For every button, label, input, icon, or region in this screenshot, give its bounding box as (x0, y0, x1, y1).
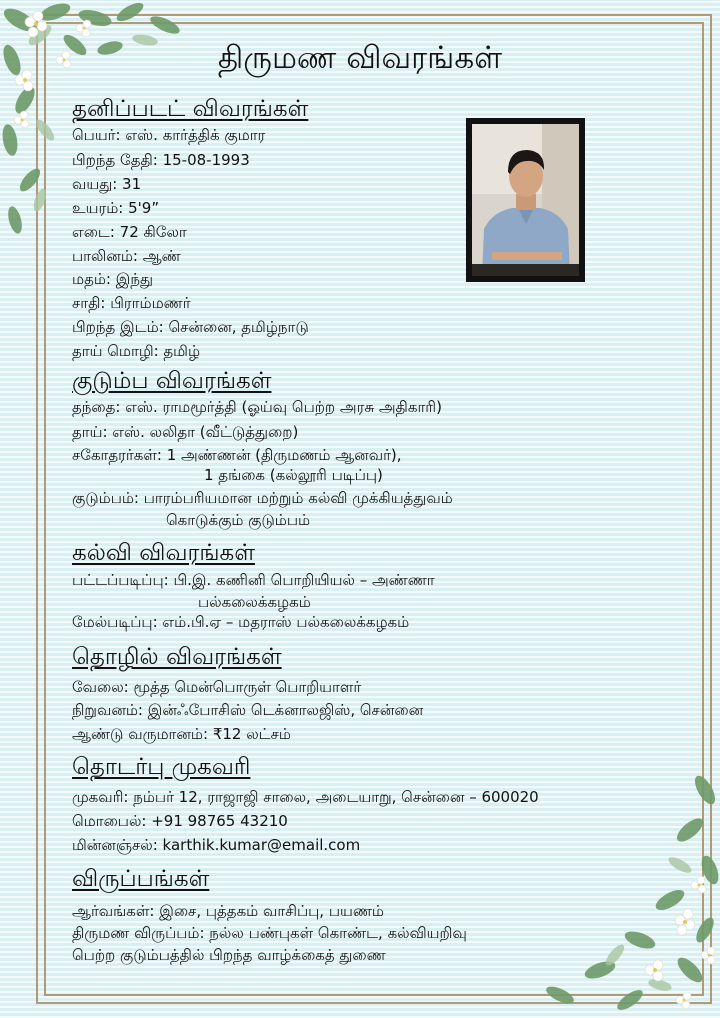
postgrad-line: மேல்படிப்பு: எம்.பி.ஏ – மதராஸ் பல்கலைக்கழகம் (72, 613, 410, 631)
name-line: பெயர்: எஸ். கார்த்திக் குமார (72, 126, 266, 144)
profile-photo (466, 118, 585, 282)
birthplace-line: பிறந்த இடம்: சென்னை, தமிழ்நாடு (72, 318, 309, 336)
interests-section-heading: விருப்பங்கள் (72, 866, 210, 892)
preference-line: திருமண விருப்பம்: நல்ல பண்புகள் கொண்ட, கல்வியறிவு (72, 924, 467, 942)
email-line: மின்னஞ்சல்: karthik.kumar@email.com (72, 836, 361, 854)
income-line: ஆண்டு வருமானம்: ₹12 லட்சம் (72, 725, 291, 743)
height-line: உயரம்: 5'9” (72, 199, 160, 217)
hobbies-line: ஆர்வங்கள்: இசை, புத்தகம் வாசிப்பு, பயணம் (72, 902, 384, 920)
portrait-image (472, 124, 579, 276)
company-line: நிறுவனம்: இன்ஃபோசிஸ் டெக்னாலஜிஸ், சென்னை (72, 701, 424, 719)
preference-line-continued: பெற்ற குடும்பத்தில் பிறந்த வாழ்க்கைத் துணை (72, 946, 386, 964)
mobile-line: மொபைல்: +91 98765 43210 (72, 812, 288, 830)
personal-section-heading: தனிப்படட் விவரங்கள் (72, 96, 309, 122)
page-title: திருமண விவரங்கள் (217, 40, 503, 76)
family-type-line: குடும்பம்: பாரம்பரியமான மற்றும் கல்வி முக்கியத்துவம் (72, 489, 453, 507)
family-section-heading: குடும்ப விவரங்கள் (72, 368, 272, 394)
siblings-line: சகோதரர்கள்: 1 அண்ணன் (திருமணம் ஆனவர்), (72, 446, 402, 464)
career-section-heading: தொழில் விவரங்கள் (72, 644, 282, 670)
age-line: வயது: 31 (72, 175, 142, 193)
dob-line: பிறந்த தேதி: 15-08-1993 (72, 151, 250, 169)
caste-line: சாதி: பிராம்மணர் (72, 294, 191, 312)
address-line: முகவரி: நம்பர் 12, ராஜாஜி சாலை, அடையாறு, சென்னை – 600020 (72, 788, 539, 806)
job-line: வேலை: மூத்த மென்பொருள் பொறியாளர் (72, 678, 362, 696)
contact-section-heading: தொடர்பு முகவரி (72, 754, 251, 780)
degree-line: பட்டப்படிப்பு: பி.இ. கணினி பொறியியல் – அண்ணா (72, 571, 435, 589)
mother-tongue-line: தாய் மொழி: தமிழ் (72, 342, 201, 360)
religion-line: மதம்: இந்து (72, 270, 153, 288)
mother-line: தாய்: எஸ். லலிதா (வீட்டுத்துறை) (72, 423, 299, 441)
siblings-line-continued: 1 தங்கை (கல்லூரி படிப்பு) (204, 466, 383, 484)
degree-line-continued: பல்கலைக்கழகம் (198, 593, 311, 611)
weight-line: எடை: 72 கிலோ (72, 223, 187, 241)
education-section-heading: கல்வி விவரங்கள் (72, 540, 255, 566)
gender-line: பாலினம்: ஆண் (72, 247, 181, 265)
family-type-line-continued: கொடுக்கும் குடும்பம் (166, 511, 311, 529)
father-line: தந்தை: எஸ். ராமமூர்த்தி (ஓய்வு பெற்ற அரசு அதிகாரி) (72, 398, 442, 416)
